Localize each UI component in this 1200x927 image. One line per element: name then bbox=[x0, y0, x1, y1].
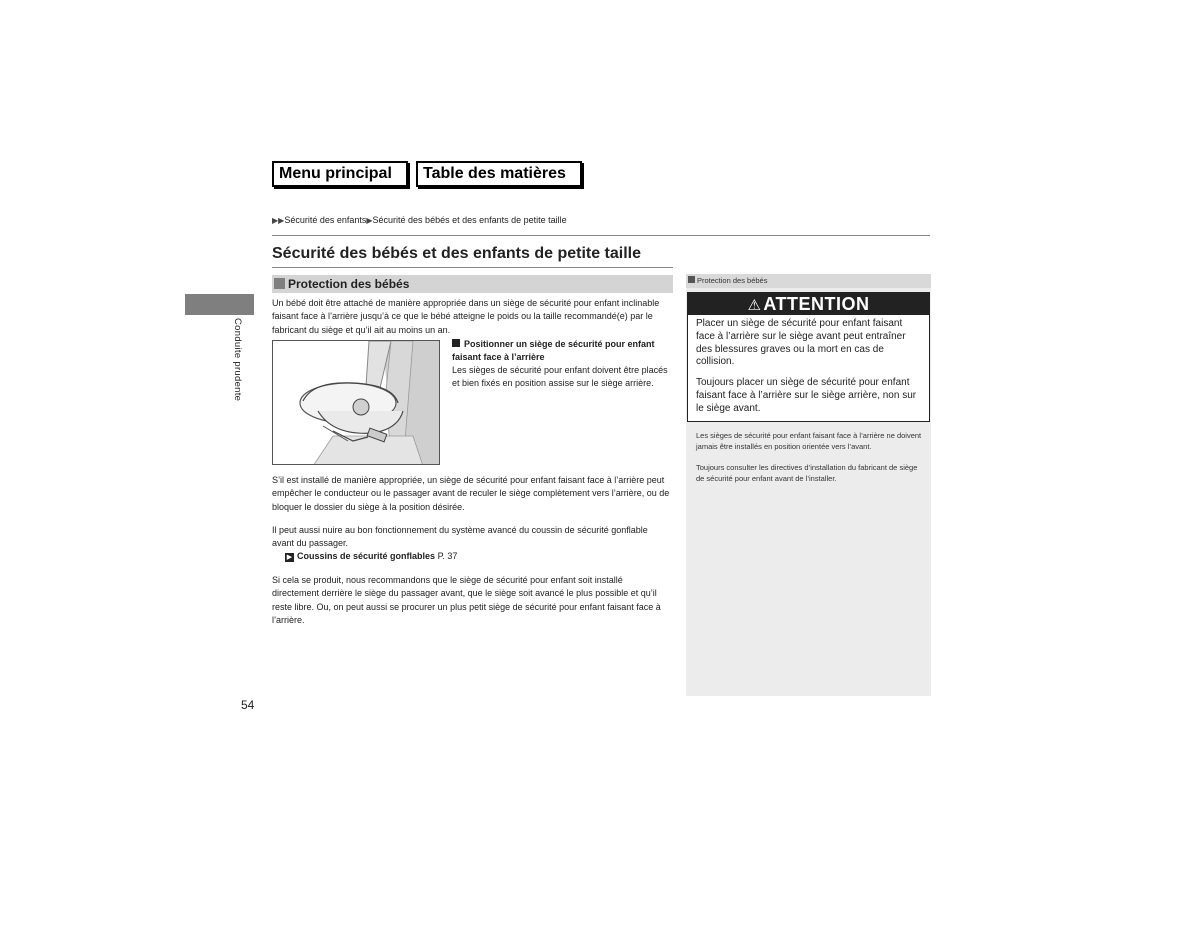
side-note: Les sièges de sécurité pour enfant faisant face à l’arrière ne doivent jamais être installés en position orientée vers l’avant. bbox=[696, 431, 922, 451]
rear-facing-seat-illustration bbox=[272, 340, 440, 465]
side-note: Toujours consulter les directives d’installation du fabricant de siège de sécurité pour enfant avant de l’installer. bbox=[696, 463, 918, 483]
breadcrumb-current: Sécurité des bébés et des enfants de petite taille bbox=[372, 215, 567, 225]
warning-paragraph: Toujours placer un siège de sécurité pour enfant faisant face à l’arrière sur le siège arrière, non sur le siège avant. bbox=[696, 377, 917, 414]
warning-triangle-icon: ⚠ bbox=[747, 297, 762, 314]
page-number: 54 bbox=[241, 698, 255, 712]
main-menu-button[interactable]: Menu principal bbox=[272, 161, 408, 187]
subheading-square-icon bbox=[452, 339, 460, 347]
chapter-label: Conduite prudente bbox=[232, 318, 243, 402]
install-paragraph: S’il est installé de manière appropriée, un siège de sécurité pour enfant faisant face à l’arrière peut empêcher le conducteur ou le passager avant de reculer le siège complètement vers l’arrière, ou de bloquer le dossier du siège à la position désirée. bbox=[272, 475, 670, 512]
side-panel-heading bbox=[686, 274, 931, 288]
side-panel-square-icon bbox=[688, 276, 695, 283]
section-square-icon bbox=[274, 278, 285, 289]
warning-title: ATTENTION bbox=[763, 294, 870, 314]
breadcrumb-arrow-icon: ▶ bbox=[366, 216, 373, 225]
cross-reference-page[interactable]: P. 37 bbox=[437, 551, 458, 561]
recommendation-paragraph: Si cela se produit, nous recommandons que le siège de sécurité pour enfant soit installé directement derrière le siège du passager avant, que le siège soit avancé le plus possible et qu’il reste libre. Ou, on peut aussi se procurer un plus petit siège de sécurité pour enfant faisant face à l’arrière. bbox=[272, 575, 661, 625]
cross-reference-label[interactable]: Coussins de sécurité gonflables bbox=[297, 551, 436, 561]
page-title: Sécurité des bébés et des enfants de petite taille bbox=[272, 245, 642, 262]
airbag-cross-reference[interactable] bbox=[285, 551, 457, 562]
breadcrumb bbox=[272, 215, 567, 225]
table-of-contents-button[interactable]: Table des matières bbox=[416, 161, 582, 187]
breadcrumb-child-safety[interactable]: Sécurité des enfants bbox=[284, 215, 367, 225]
airbag-paragraph: Il peut aussi nuire au bon fonctionnement du système avancé du coussin de sécurité gonflable avant du passager. bbox=[272, 525, 648, 549]
warning-box bbox=[687, 292, 930, 422]
cross-reference-arrow-icon: ▶ bbox=[286, 554, 293, 561]
header-divider bbox=[272, 235, 930, 236]
section-heading-text: Protection des bébés bbox=[288, 277, 410, 291]
title-divider bbox=[272, 267, 673, 268]
warning-paragraph: Placer un siège de sécurité pour enfant faisant face à l’arrière sur le siège avant peut entraîner des blessures graves ou la mort en cas de collision. bbox=[696, 318, 906, 368]
subheading-paragraph: Les sièges de sécurité pour enfant doivent être placés et bien fixés en position assise sur le siège arrière. bbox=[452, 365, 668, 389]
side-panel-heading-text: Protection des bébés bbox=[697, 276, 768, 285]
section-heading bbox=[272, 275, 673, 293]
chapter-tab bbox=[185, 294, 254, 315]
intro-paragraph: Un bébé doit être attaché de manière appropriée dans un siège de sécurité pour enfant inclinable faisant face à l’arrière jusqu’à ce que le bébé atteigne le poids ou la taille recommandé(e) par le fabricant du siège et qu’il ait au moins un an. bbox=[272, 298, 660, 335]
subheading-text: Positionner un siège de sécurité pour enfant faisant face à l’arrière bbox=[452, 339, 655, 363]
warning-title-bar bbox=[688, 293, 929, 315]
warning-body bbox=[688, 315, 929, 416]
subheading-rear-facing bbox=[452, 338, 674, 365]
breadcrumb-arrow-icon: ▶▶ bbox=[272, 216, 285, 225]
